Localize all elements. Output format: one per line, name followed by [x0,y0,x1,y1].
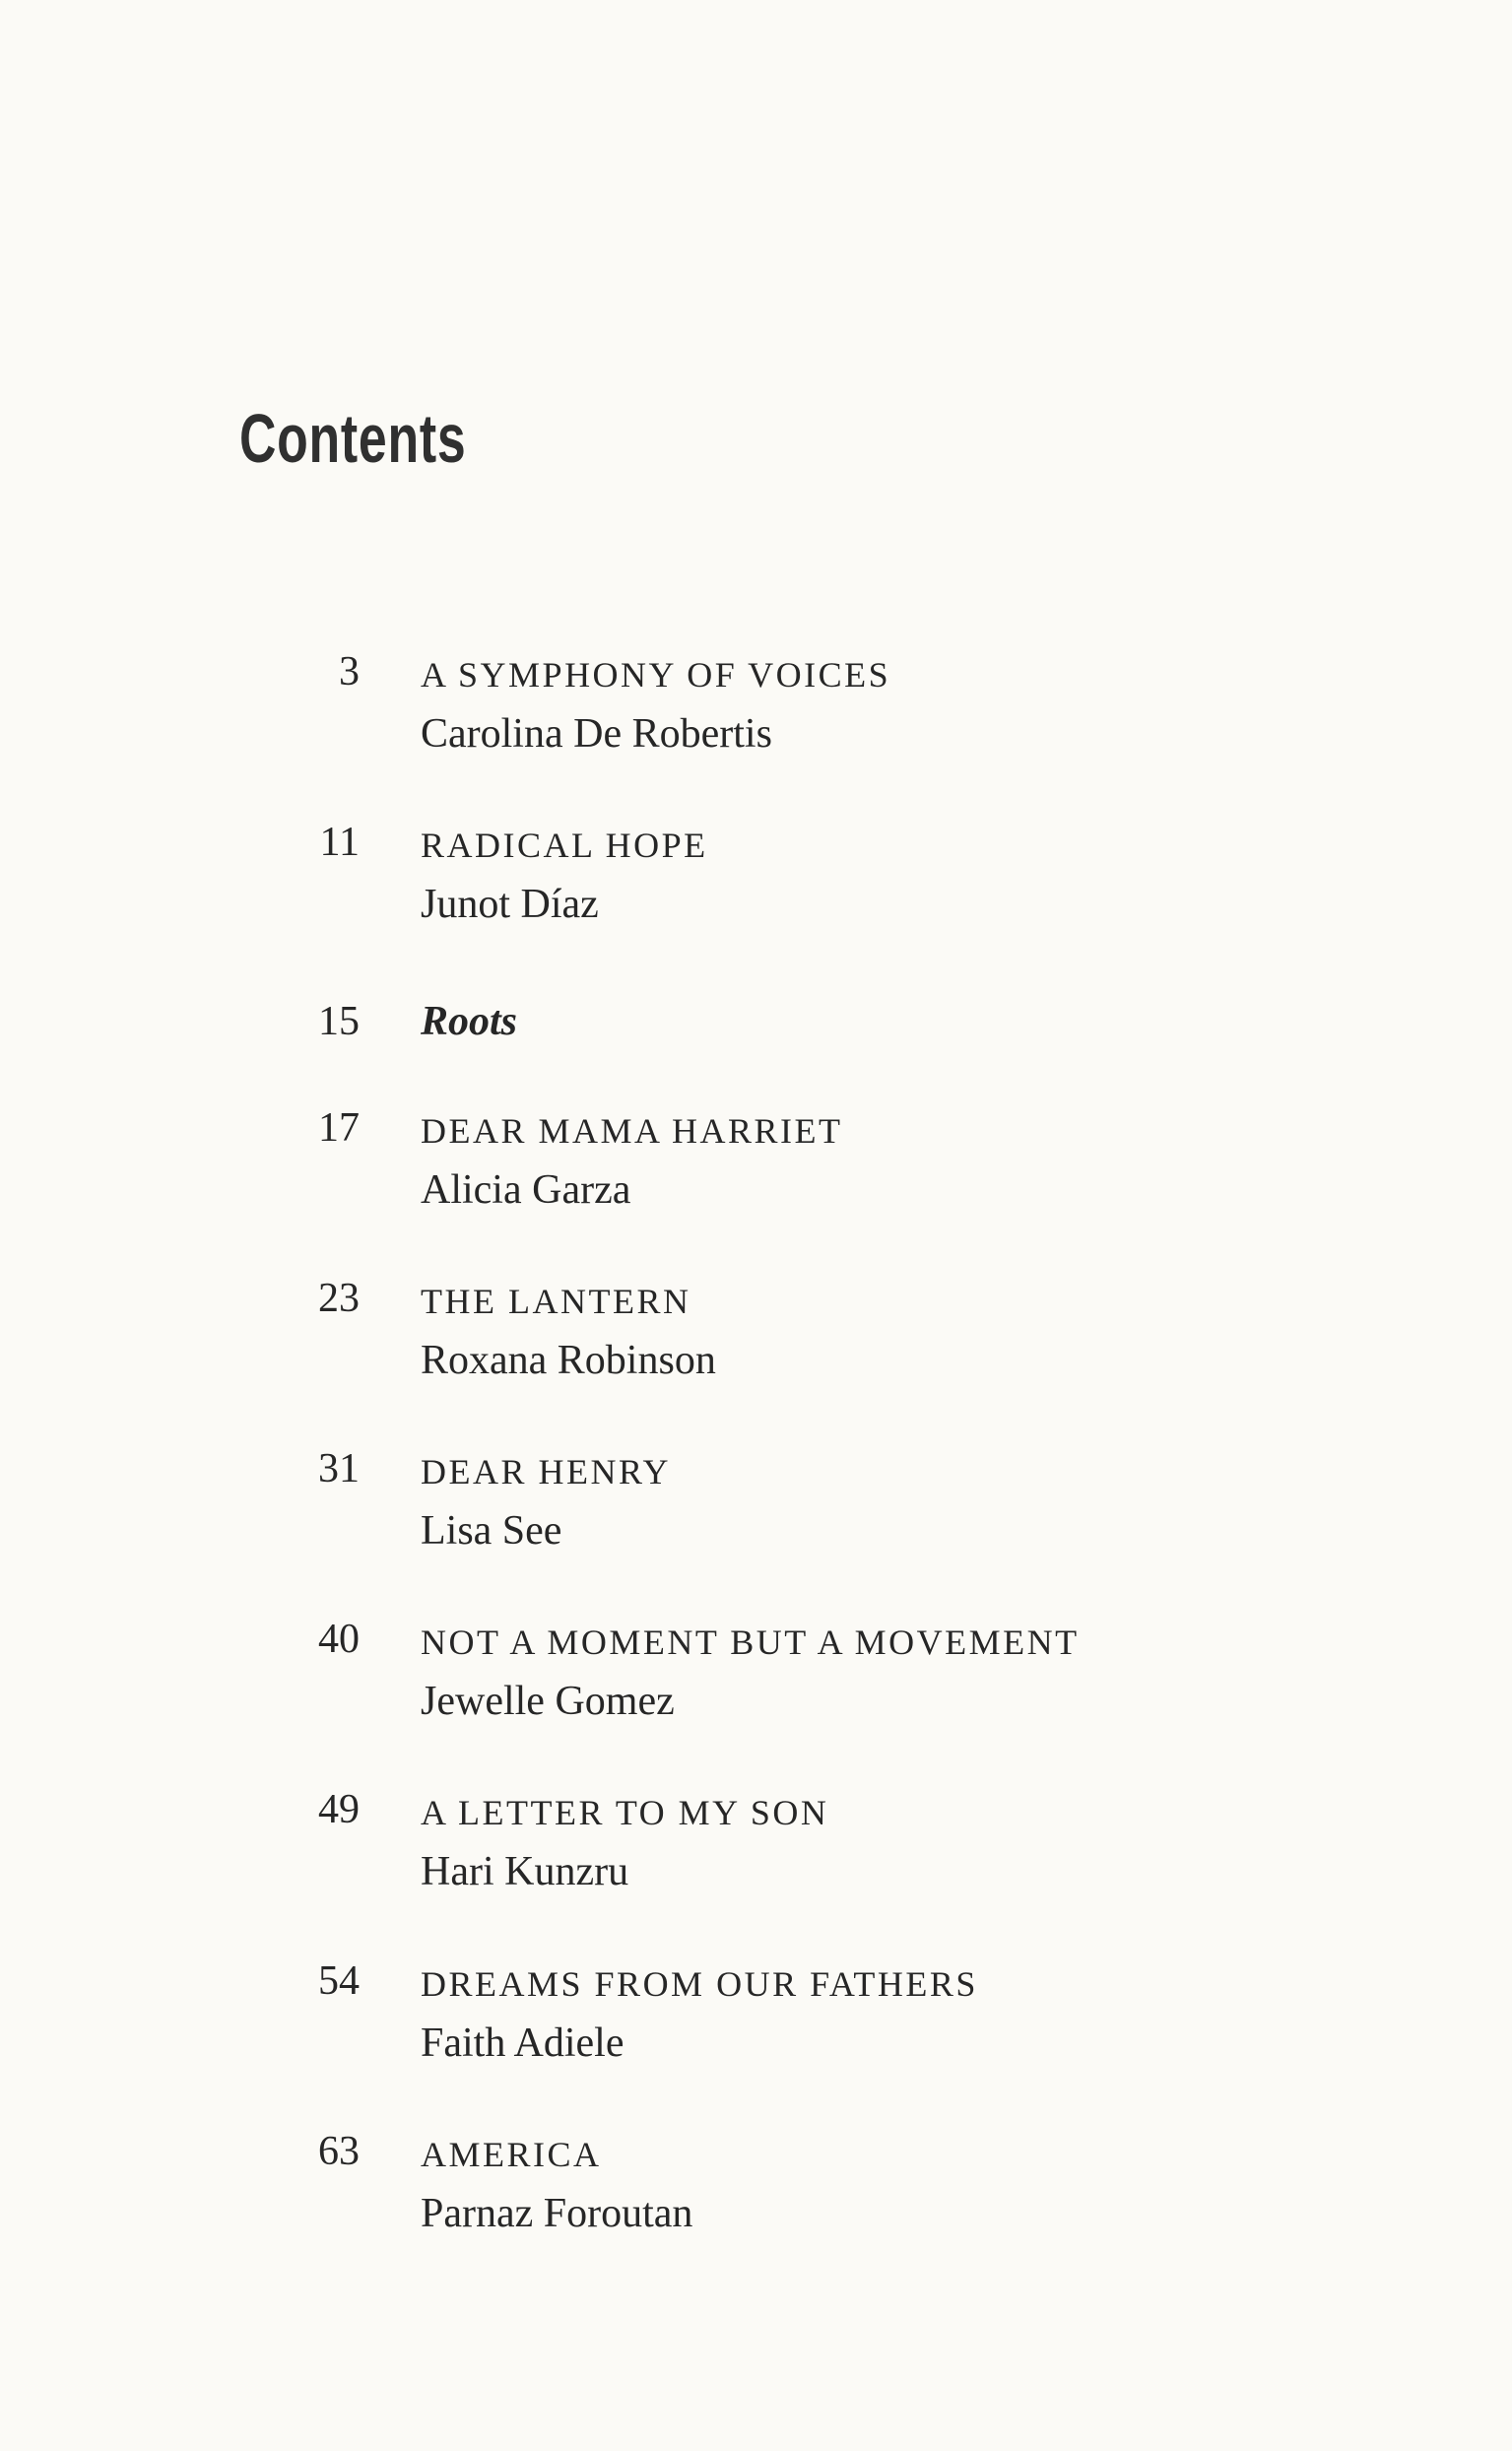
entry-title: DREAMS FROM OUR FATHERS [421,1964,978,2004]
entry-author: Lisa See [421,1508,562,1554]
page-number: 11 [319,820,360,865]
page-number: 40 [318,1617,360,1662]
entry-title: A LETTER TO MY SON [421,1793,829,1832]
entry-author: Carolina De Robertis [421,711,772,757]
entry-author: Alicia Garza [421,1167,631,1213]
entry-title: NOT A MOMENT BUT A MOVEMENT [421,1623,1080,1662]
entry-title: DEAR MAMA HARRIET [421,1111,843,1151]
page-number: 23 [318,1276,360,1321]
page-number: 49 [318,1787,360,1832]
page-number: 15 [318,999,360,1044]
entry-author: Roxana Robinson [421,1338,716,1383]
entry-author: Jewelle Gomez [421,1679,675,1724]
page-number: 17 [318,1105,360,1151]
entry-author: Junot Díaz [421,882,599,927]
entry-author: Faith Adiele [421,2020,625,2066]
section-title: Roots [421,999,518,1044]
page-number: 31 [318,1446,360,1491]
entry-title: DEAR HENRY [421,1452,672,1491]
page-title: Contents [239,400,467,477]
entry-title: RADICAL HOPE [421,826,708,865]
page-number: 54 [318,1958,360,2004]
entry-title: THE LANTERN [421,1282,691,1321]
entry-title: AMERICA [421,2135,602,2174]
page-number: 63 [318,2129,360,2174]
entry-author: Parnaz Foroutan [421,2191,693,2236]
entry-author: Hari Kunzru [421,1849,629,1894]
entry-title: A SYMPHONY OF VOICES [421,655,891,695]
page-number: 3 [339,649,360,695]
